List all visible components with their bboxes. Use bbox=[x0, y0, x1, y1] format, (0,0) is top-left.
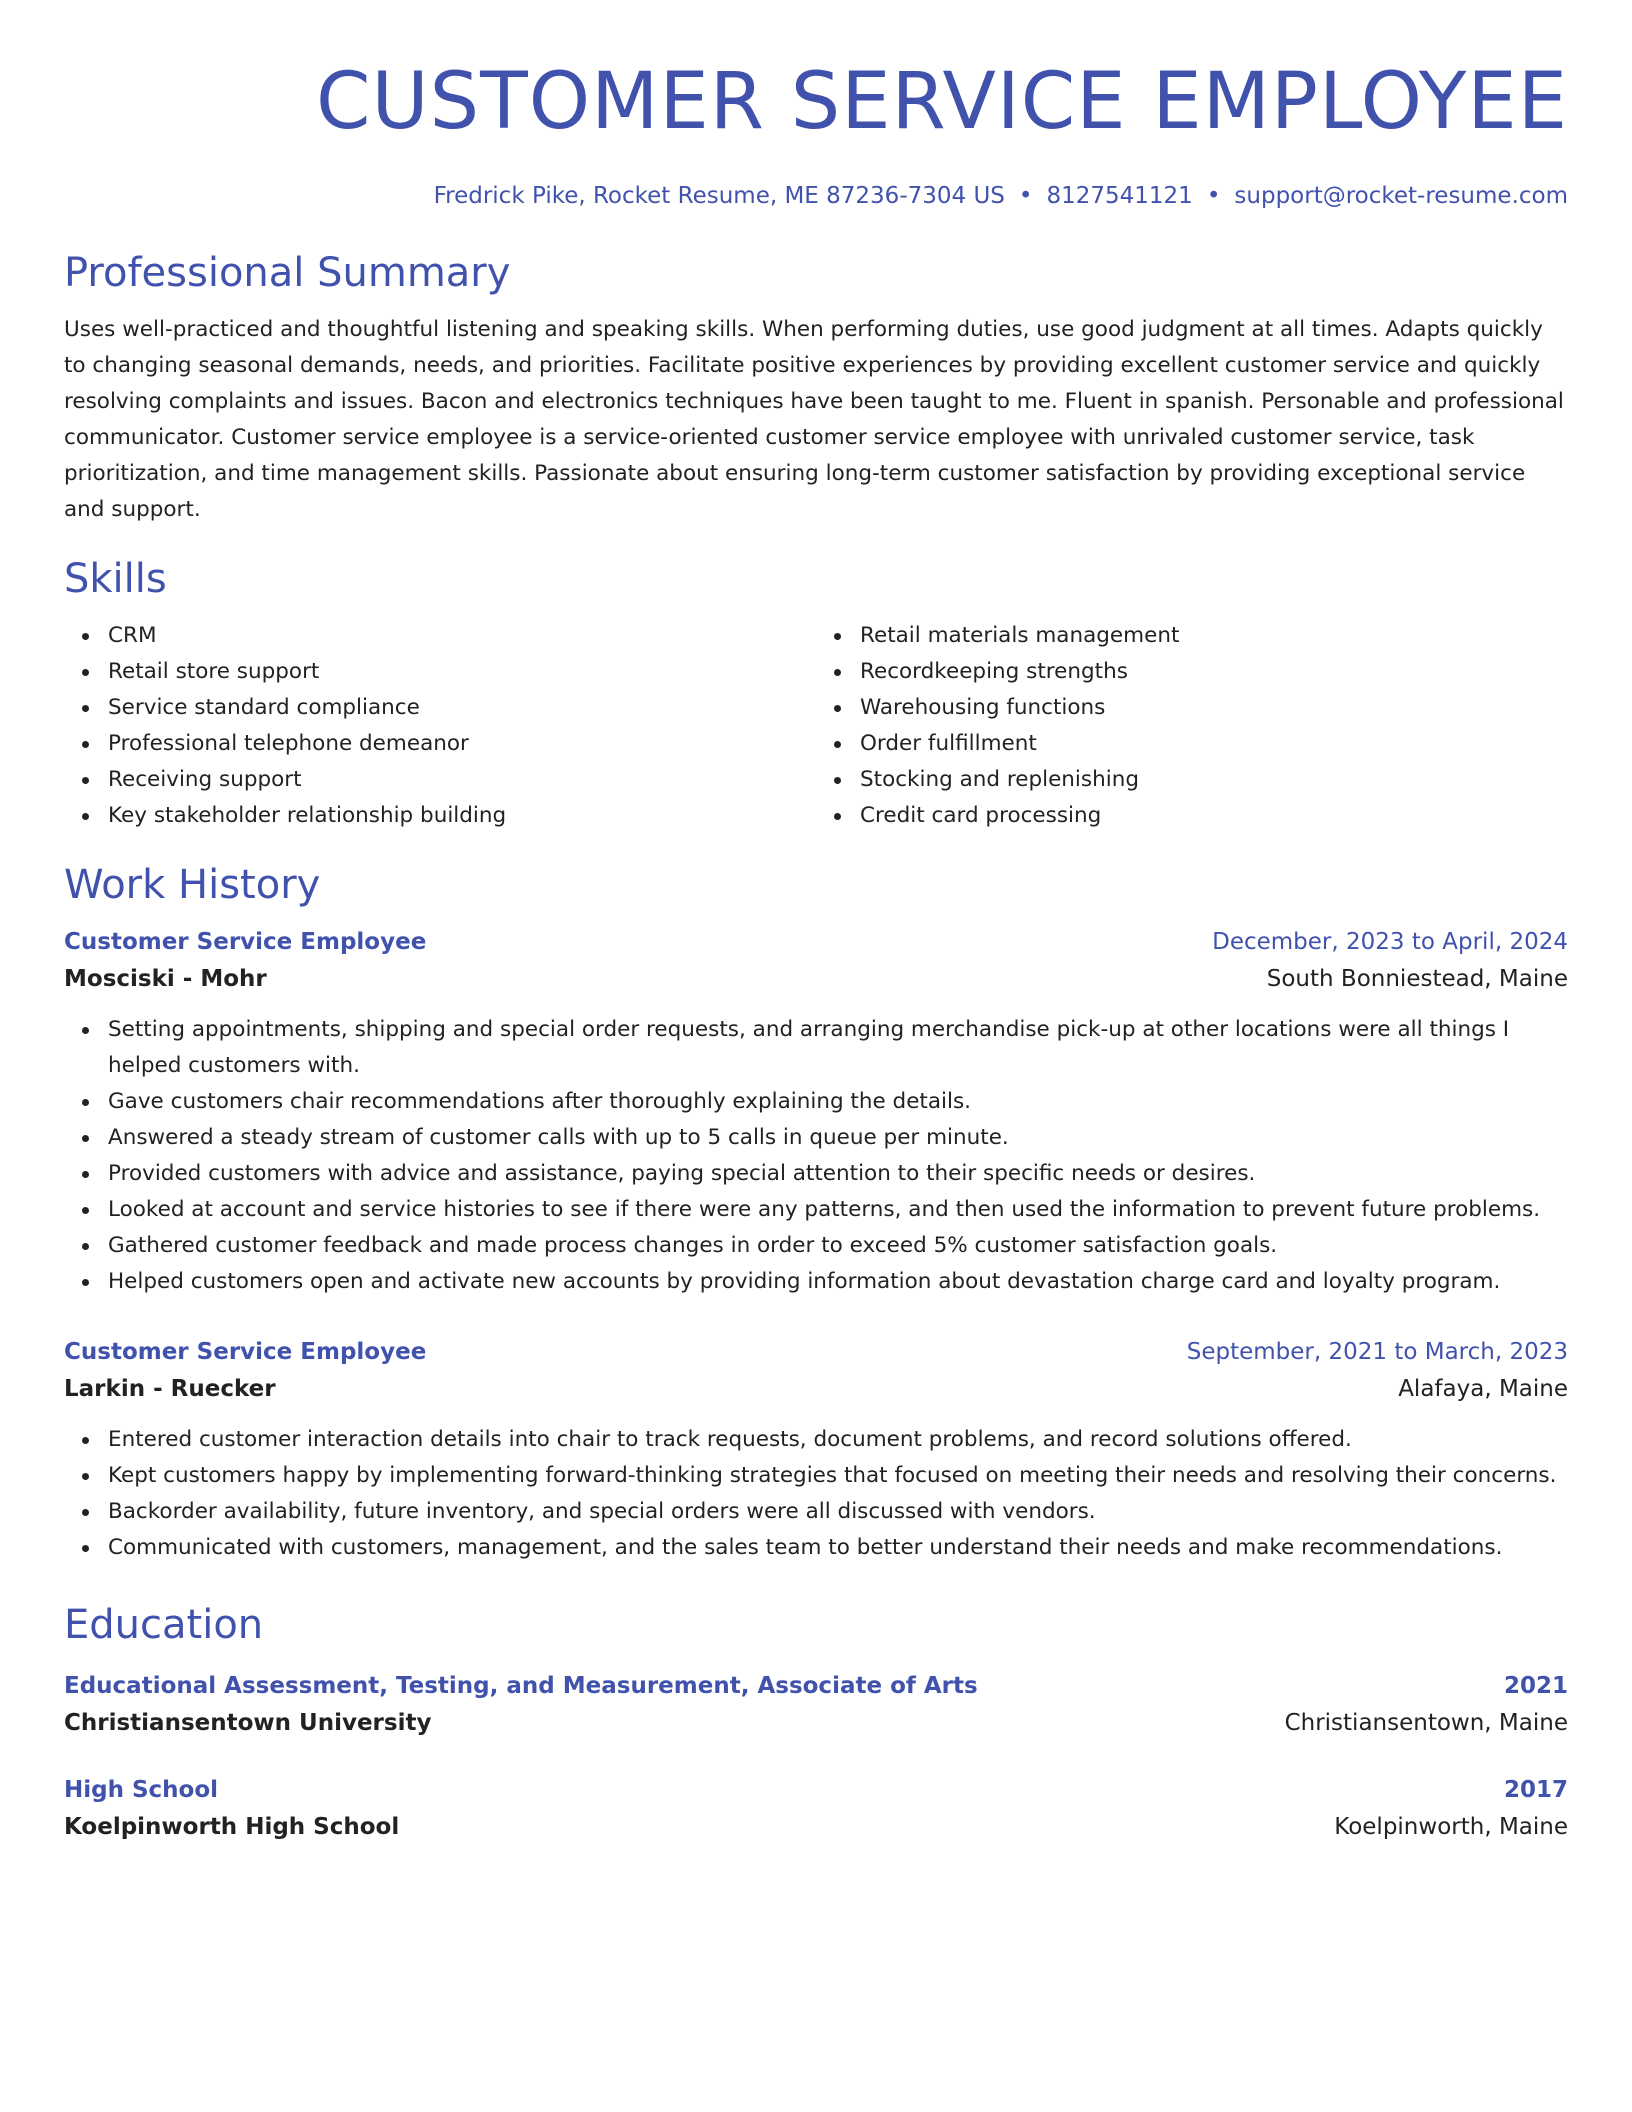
job-dates: September, 2021 to March, 2023 bbox=[1186, 1339, 1568, 1365]
job-bullets bbox=[64, 1422, 1568, 1566]
skill-item: Stocking and replenishing bbox=[860, 762, 1568, 798]
skill-item: Professional telephone demeanor bbox=[108, 726, 816, 762]
section-heading-education: Education bbox=[64, 1602, 264, 1648]
school-name: Christiansentown University bbox=[64, 1710, 432, 1736]
company-name: Larkin - Ruecker bbox=[64, 1376, 276, 1402]
job-location: Alafaya, Maine bbox=[1398, 1376, 1568, 1402]
job-bullet: Gave customers chair recommendations after thoroughly explaining the details. bbox=[108, 1084, 1568, 1120]
skill-item: Retail store support bbox=[108, 654, 816, 690]
skill-item: Retail materials management bbox=[860, 618, 1568, 654]
skills-section bbox=[64, 554, 1568, 834]
skills-grid bbox=[64, 618, 1568, 834]
job-bullet: Gathered customer feedback and made process changes in order to exceed 5% customer satisfaction goals. bbox=[108, 1228, 1568, 1264]
job-bullet: Provided customers with advice and assistance, paying special attention to their specific needs or desires. bbox=[108, 1156, 1568, 1192]
job-bullet: Looked at account and service histories to see if there were any patterns, and then used the information to prevent future problems. bbox=[108, 1192, 1568, 1228]
education-entry bbox=[64, 1772, 1568, 1846]
job-entry bbox=[64, 1334, 1568, 1566]
skill-item: Recordkeeping strengths bbox=[860, 654, 1568, 690]
section-heading-summary: Professional Summary bbox=[64, 250, 511, 296]
graduation-year: 2017 bbox=[1503, 1777, 1568, 1803]
skill-item: CRM bbox=[108, 618, 816, 654]
work-history-section bbox=[64, 860, 1568, 1566]
job-bullet: Helped customers open and activate new accounts by providing information about devastation charge card and loyalty program. bbox=[108, 1264, 1568, 1300]
contact-separator: • bbox=[1206, 183, 1221, 209]
job-bullet: Setting appointments, shipping and special order requests, and arranging merchandise pick-up at other locations were all things I helped customers with. bbox=[108, 1012, 1568, 1084]
job-bullets bbox=[64, 1012, 1568, 1300]
skills-list-left bbox=[64, 618, 816, 834]
skill-item: Credit card processing bbox=[860, 798, 1568, 834]
education-section bbox=[64, 1600, 1568, 1846]
section-heading-skills: Skills bbox=[64, 556, 167, 602]
resume-title: CUSTOMER SERVICE EMPLOYEE bbox=[316, 57, 1568, 147]
skill-item: Order fulfillment bbox=[860, 726, 1568, 762]
summary-text: Uses well-practiced and thoughtful listening and speaking skills. When performing duties, use good judgment at all times. Adapts quickly to changing seasonal demands, needs, and priorities. Facilitate positive experiences by providing excellent customer service and quickly resolving complaints and issues. Bacon and electronics techniques have been taught to me. Fluent in spanish. Personable and professional communicator. Customer service employee is a service-oriented customer service employee with unrivaled customer service, task prioritization, and time management skills. Passionate about ensuring long-term customer satisfaction by providing exceptional service and support. bbox=[64, 317, 1564, 522]
job-dates: December, 2023 to April, 2024 bbox=[1212, 929, 1568, 955]
job-location: South Bonniestead, Maine bbox=[1266, 966, 1568, 992]
school-location: Christiansentown, Maine bbox=[1284, 1710, 1568, 1736]
education-entry bbox=[64, 1668, 1568, 1742]
company-name: Mosciski - Mohr bbox=[64, 966, 267, 992]
contact-address: Fredrick Pike, Rocket Resume, ME 87236-7304 US bbox=[433, 183, 1005, 209]
skill-item: Receiving support bbox=[108, 762, 816, 798]
skills-list-right bbox=[816, 618, 1568, 834]
professional-summary-section bbox=[64, 248, 1568, 528]
degree-name: Educational Assessment, Testing, and Measurement, Associate of Arts bbox=[64, 1673, 978, 1699]
skill-item: Service standard compliance bbox=[108, 690, 816, 726]
job-title: Customer Service Employee bbox=[64, 1339, 427, 1365]
section-heading-work: Work History bbox=[64, 862, 321, 908]
job-bullet: Answered a steady stream of customer calls with up to 5 calls in queue per minute. bbox=[108, 1120, 1568, 1156]
contact-email[interactable]: support@rocket-resume.com bbox=[1234, 183, 1568, 209]
skill-item: Key stakeholder relationship building bbox=[108, 798, 816, 834]
contact-separator: • bbox=[1018, 183, 1033, 209]
job-bullet: Kept customers happy by implementing forward-thinking strategies that focused on meeting their needs and resolving their concerns. bbox=[108, 1458, 1568, 1494]
degree-name: High School bbox=[64, 1777, 219, 1803]
skill-item: Warehousing functions bbox=[860, 690, 1568, 726]
contact-line bbox=[64, 180, 1568, 212]
job-bullet: Backorder availability, future inventory, and special orders were all discussed with vendors. bbox=[108, 1494, 1568, 1530]
job-bullet: Entered customer interaction details into chair to track requests, document problems, and record solutions offered. bbox=[108, 1422, 1568, 1458]
school-name: Koelpinworth High School bbox=[64, 1814, 400, 1840]
job-entry bbox=[64, 924, 1568, 1300]
contact-phone[interactable]: 8127541121 bbox=[1046, 183, 1193, 209]
graduation-year: 2021 bbox=[1503, 1673, 1568, 1699]
job-title: Customer Service Employee bbox=[64, 929, 427, 955]
job-bullet: Communicated with customers, management, and the sales team to better understand their needs and make recommendations. bbox=[108, 1530, 1568, 1566]
school-location: Koelpinworth, Maine bbox=[1334, 1814, 1568, 1840]
